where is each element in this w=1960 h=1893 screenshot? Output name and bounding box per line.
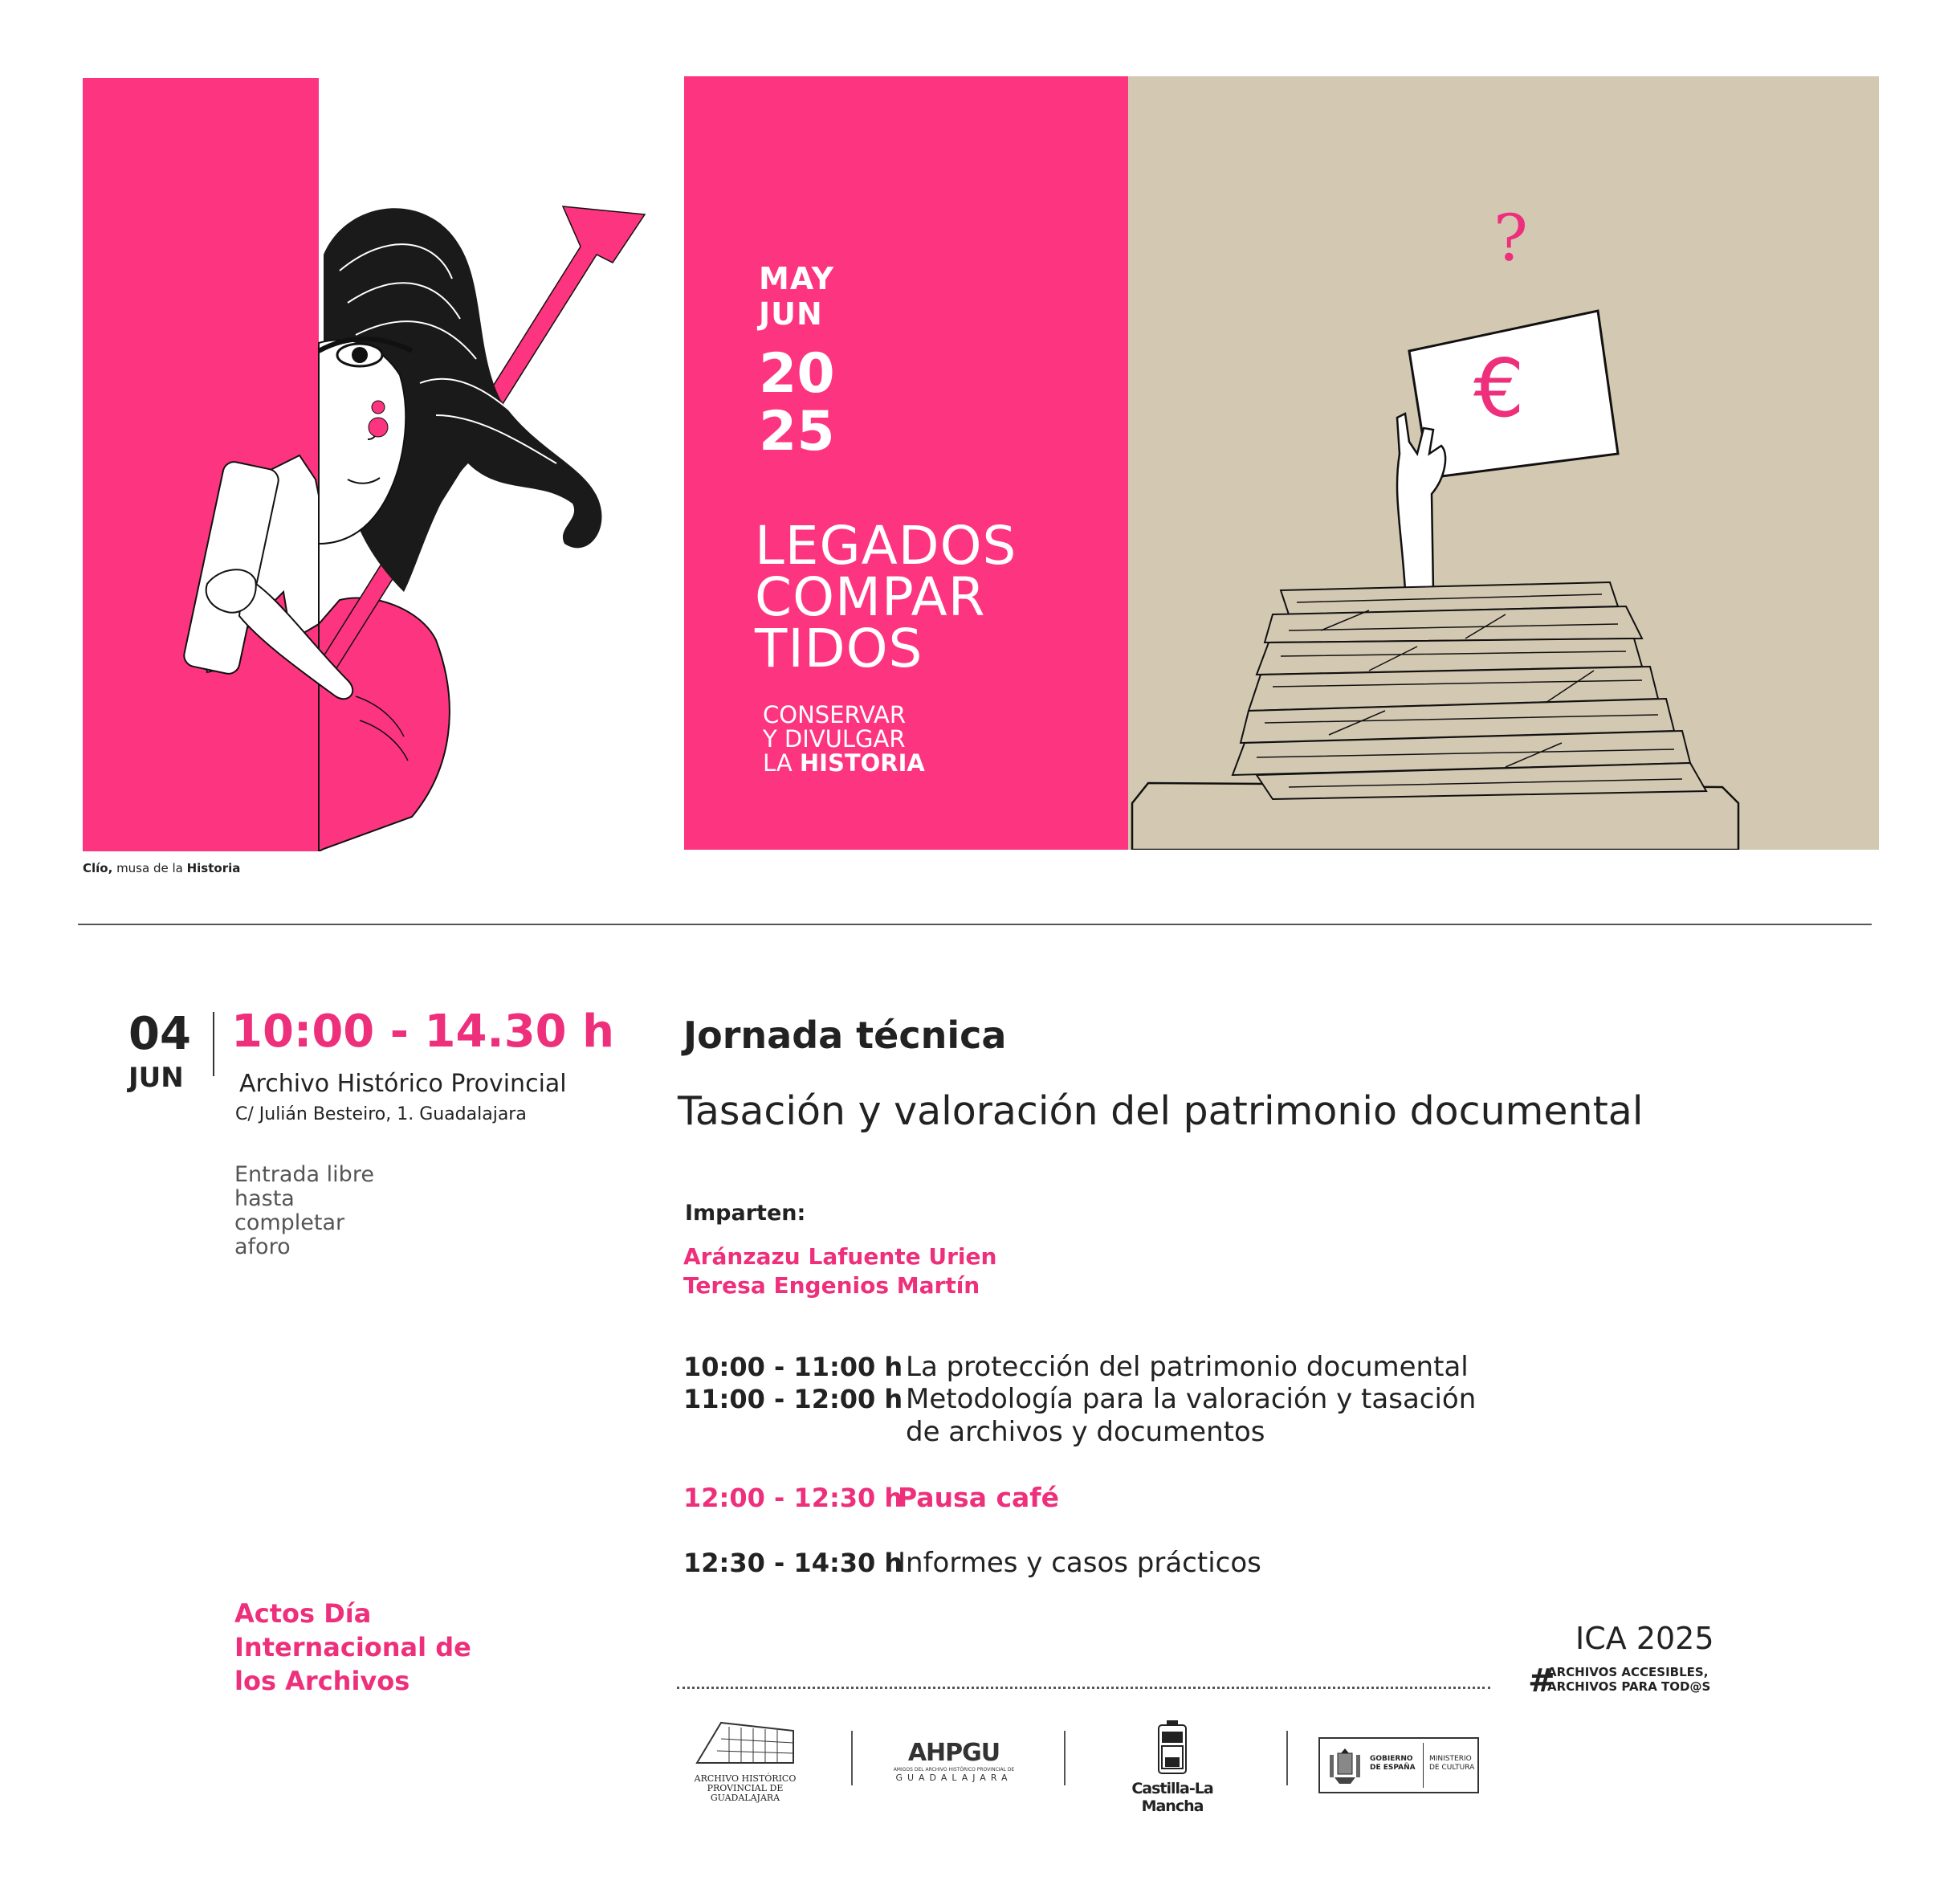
schedule-text-2: Metodología para la valoración y tasación [906,1383,1477,1415]
schedule-time-2: 11:00 - 12:00 h [683,1384,903,1414]
event-day: 04 [128,1008,191,1060]
event-venue: Archivo Histórico Provincial [239,1070,567,1098]
ahpgu-city: GUADALAJARA [895,1773,1013,1783]
paper-pile-hand-euro-illustration [1128,76,1879,850]
year-part-1: 20 [759,342,835,406]
year-part-2: 25 [759,400,835,463]
speakers-label: Imparten: [685,1201,806,1226]
schedule-text-4: Informes y casos prácticos [898,1547,1261,1579]
event-subject: Tasación y valoración del patrimonio documental [678,1088,1644,1134]
schedule-text-2b: de archivos y documentos [906,1416,1265,1448]
gob-separator [1423,1743,1424,1788]
ica-label: ICA 2025 [1575,1621,1714,1656]
subtitle-line-1: CONSERVAR [763,701,907,728]
logo-ahpgu [890,1739,1018,1795]
schedule-time-3: 12:00 - 12:30 h [683,1483,903,1513]
clm-name: Castilla-La Mancha [1131,1780,1213,1815]
event-time: 10:00 - 14.30 h [231,1006,614,1058]
title-line-2: COMPAR [755,566,986,628]
question-mark: ? [1493,201,1528,275]
hashtag-text [1547,1665,1710,1694]
event-entry-note: Entrada libre hasta completar aforo [234,1162,374,1259]
speaker-1: Aránzazu Lafuente Urien [683,1243,997,1270]
caption-name: Clío, [83,861,113,875]
euro-sign: € [1473,341,1525,435]
divider-rule [78,924,1872,925]
ahpgu-name: AHPGU [907,1739,1000,1767]
speaker-2: Teresa Engenios Martín [683,1272,980,1299]
title-line-1: LEGADOS [755,515,1017,577]
event-address: C/ Julián Besteiro, 1. Guadalajara [235,1104,527,1124]
logo-separator [1064,1731,1066,1785]
caption-bold: Historia [186,861,241,875]
logo-separator [1286,1731,1288,1785]
hashtag-symbol: # [1528,1662,1555,1699]
subtitle-line-3 [763,751,1004,775]
banner-title [755,515,1076,679]
ahpgu-sub: AMIGOS DEL ARCHIVO HISTÓRICO PROVINCIAL DE [893,1767,1015,1773]
ahp-line-1: ARCHIVO HISTÓRICO [694,1773,797,1784]
archive-building-icon [673,1715,817,1771]
ahp-line-2: PROVINCIAL DE GUADALAJARA [707,1783,784,1803]
event-type: Jornada técnica [683,1014,1007,1057]
castle-emblem-icon [1104,1719,1241,1777]
date-separator [213,1012,214,1076]
caption-text: musa de la [112,861,187,875]
subtitle-bold: HISTORIA [799,749,925,777]
logo-gobierno-ministerio [1318,1737,1479,1793]
event-month: JUN [128,1062,184,1094]
banner-subtitle [763,703,1004,775]
illustration-caption [83,861,240,875]
coat-of-arms-icon [1326,1747,1363,1785]
schedule-text-1: La protección del patrimonio documental [906,1351,1469,1383]
subtitle-line-2: Y DIVULGAR [763,725,906,753]
logo-castilla-la-mancha [1104,1719,1241,1815]
logo-separator [851,1731,853,1785]
logo-archivo-historico [673,1715,817,1803]
date-year [759,342,919,463]
schedule-time-1: 10:00 - 11:00 h [683,1352,903,1382]
hashtag-line-2: ARCHIVOS PARA TOD@S [1547,1679,1711,1694]
gob-line-2: DE ESPAÑA [1370,1764,1416,1772]
min-line-1: MINISTERIO [1429,1755,1472,1763]
month-jun: JUN [759,296,823,332]
date-months [759,261,919,332]
hashtag-line-1: ARCHIVOS ACCESIBLES, [1547,1665,1709,1679]
clio-muse-illustration [83,78,693,851]
gob-line-1: GOBIERNO [1370,1755,1413,1763]
schedule-text-3: Pausa café [898,1482,1060,1513]
month-may: MAY [759,261,835,296]
min-line-2: DE CULTURA [1429,1764,1475,1772]
subtitle-prefix: LA [763,749,793,777]
international-archives-day: Actos Día Internacional de los Archivos [234,1598,471,1696]
schedule-time-4: 12:30 - 14:30 h [683,1548,903,1578]
title-line-3: TIDOS [755,618,923,679]
dotted-divider [677,1687,1490,1689]
